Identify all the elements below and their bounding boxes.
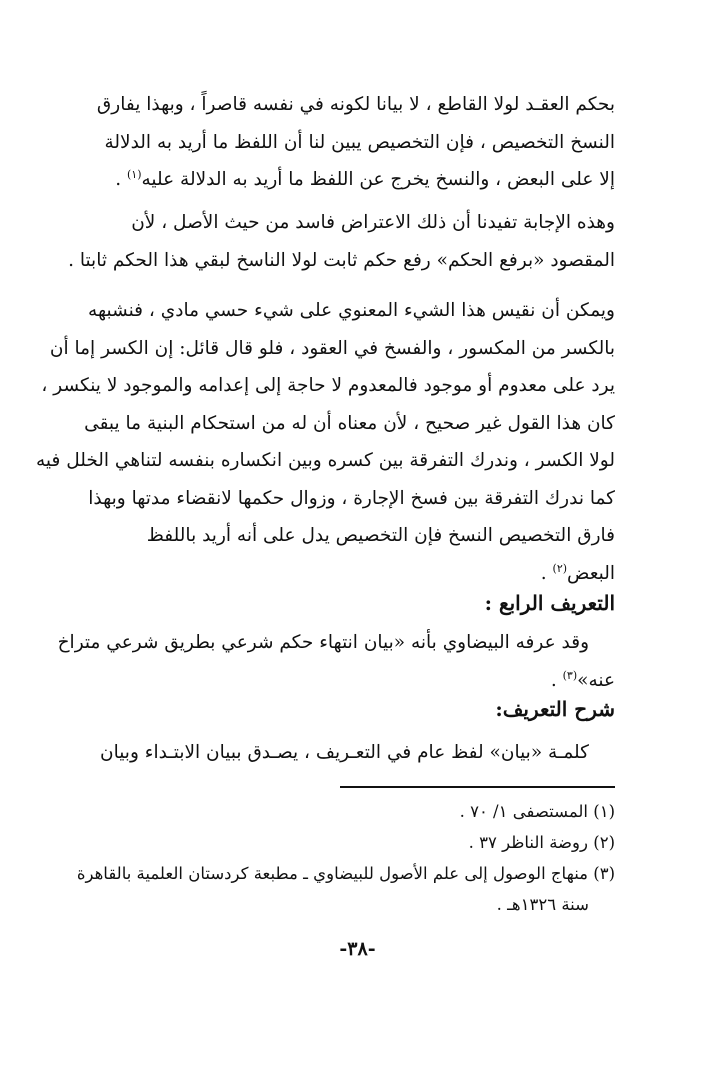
section-heading-fourth (72, 588, 615, 618)
text-line: بالكسر من المكسور ، والفسخ في العقود ، فلو قال قائل: إن الكسر إما أن (49, 337, 615, 359)
text-line: لولا الكسر ، وندرك التفرقة بين كسره وبين انكساره بنفسه لتناهي الخلل فيه (35, 450, 615, 471)
text-line: ويمكن أن نقيس هذا الشيء المعنوي على شيء حسي مادي ، فنشبهه (88, 300, 615, 321)
text-line: المقصود «برفع الحكم» رفع حكم ثابت لولا الناسخ لبقي هذا الحكم ثابتا . (68, 249, 615, 271)
explanation-paragraph (72, 734, 615, 772)
definition-paragraph (57, 624, 615, 699)
text-line (72, 161, 615, 199)
footnote-marker: (٢) (552, 561, 568, 575)
section-heading-explain (72, 694, 615, 724)
paragraph-3 (35, 292, 615, 592)
text-line (72, 555, 615, 593)
footnote-2: (٢) روضة الناظر ٣٧ . (468, 833, 615, 852)
footnote-separator (340, 786, 615, 788)
footnotes (72, 796, 615, 920)
text-line: بحكم العقـد لولا القاطع ، لا بيانا لكونه في نفسه قاصراً ، وبهذا يفارق (96, 94, 615, 115)
text-fragment: . (115, 169, 122, 190)
text-fragment: البعض (567, 562, 615, 584)
text-fragment: إلا على البعض ، والنسخ يخرج عن اللفظ ما أريد به الدلالة عليه (141, 169, 615, 190)
text-line: كان هذا القول غير صحيح ، لأن معناه أن له من استحكام البنية ما يبقى (84, 412, 615, 434)
footnote-3: (٣) منهاج الوصول إلى علم الأصول للبيضاوي ـ مطبعة كردستان العلمية بالقاهرة (76, 864, 615, 883)
paragraph-1 (72, 86, 615, 199)
text-fragment: . (540, 562, 553, 584)
heading-text: شرح التعريف: (495, 697, 615, 721)
text-line: كلمـة «بيان» لفظ عام في التعـريف ، يصـدق ببيان الابتـداء وبيان (100, 742, 589, 763)
text-fragment: عنه» (577, 669, 615, 691)
page-number: -٣٨- (339, 938, 376, 960)
text-line: كما ندرك التفرقة بين فسخ الإجارة ، وزوال حكمها لانقضاء مدتها وبهذا (88, 487, 615, 509)
paragraph-2 (68, 204, 615, 279)
text-fragment: . (550, 669, 563, 691)
footnote-1: (١) المستصفى ١/ ٧٠ . (459, 802, 615, 821)
footnote-marker: (٣) (562, 668, 578, 682)
text-line: النسخ التخصيص ، فإن التخصيص يبين لنا أن اللفظ ما أريد به الدلالة (104, 131, 615, 153)
footnote-3-continued: سنة ١٣٢٦هـ . (496, 895, 589, 914)
text-line: فارق التخصيص النسخ فإن التخصيص يدل على أنه أريد باللفظ (146, 525, 615, 546)
text-line: وقد عرفه البيضاوي بأنه «بيان انتهاء حكم شرعي بطريق شرعي متراخ (57, 632, 589, 653)
footnote-marker: (١) (127, 167, 142, 181)
text-line: وهذه الإجابة تفيدنا أن ذلك الاعتراض فاسد من حيث الأصل ، لأن (131, 212, 615, 233)
text-line: يرد على معدوم أو موجود فالمعدوم لا حاجة إلى إعدامه والموجود لا ينكسر ، (41, 375, 615, 396)
heading-text: التعريف الرابع : (484, 591, 615, 615)
